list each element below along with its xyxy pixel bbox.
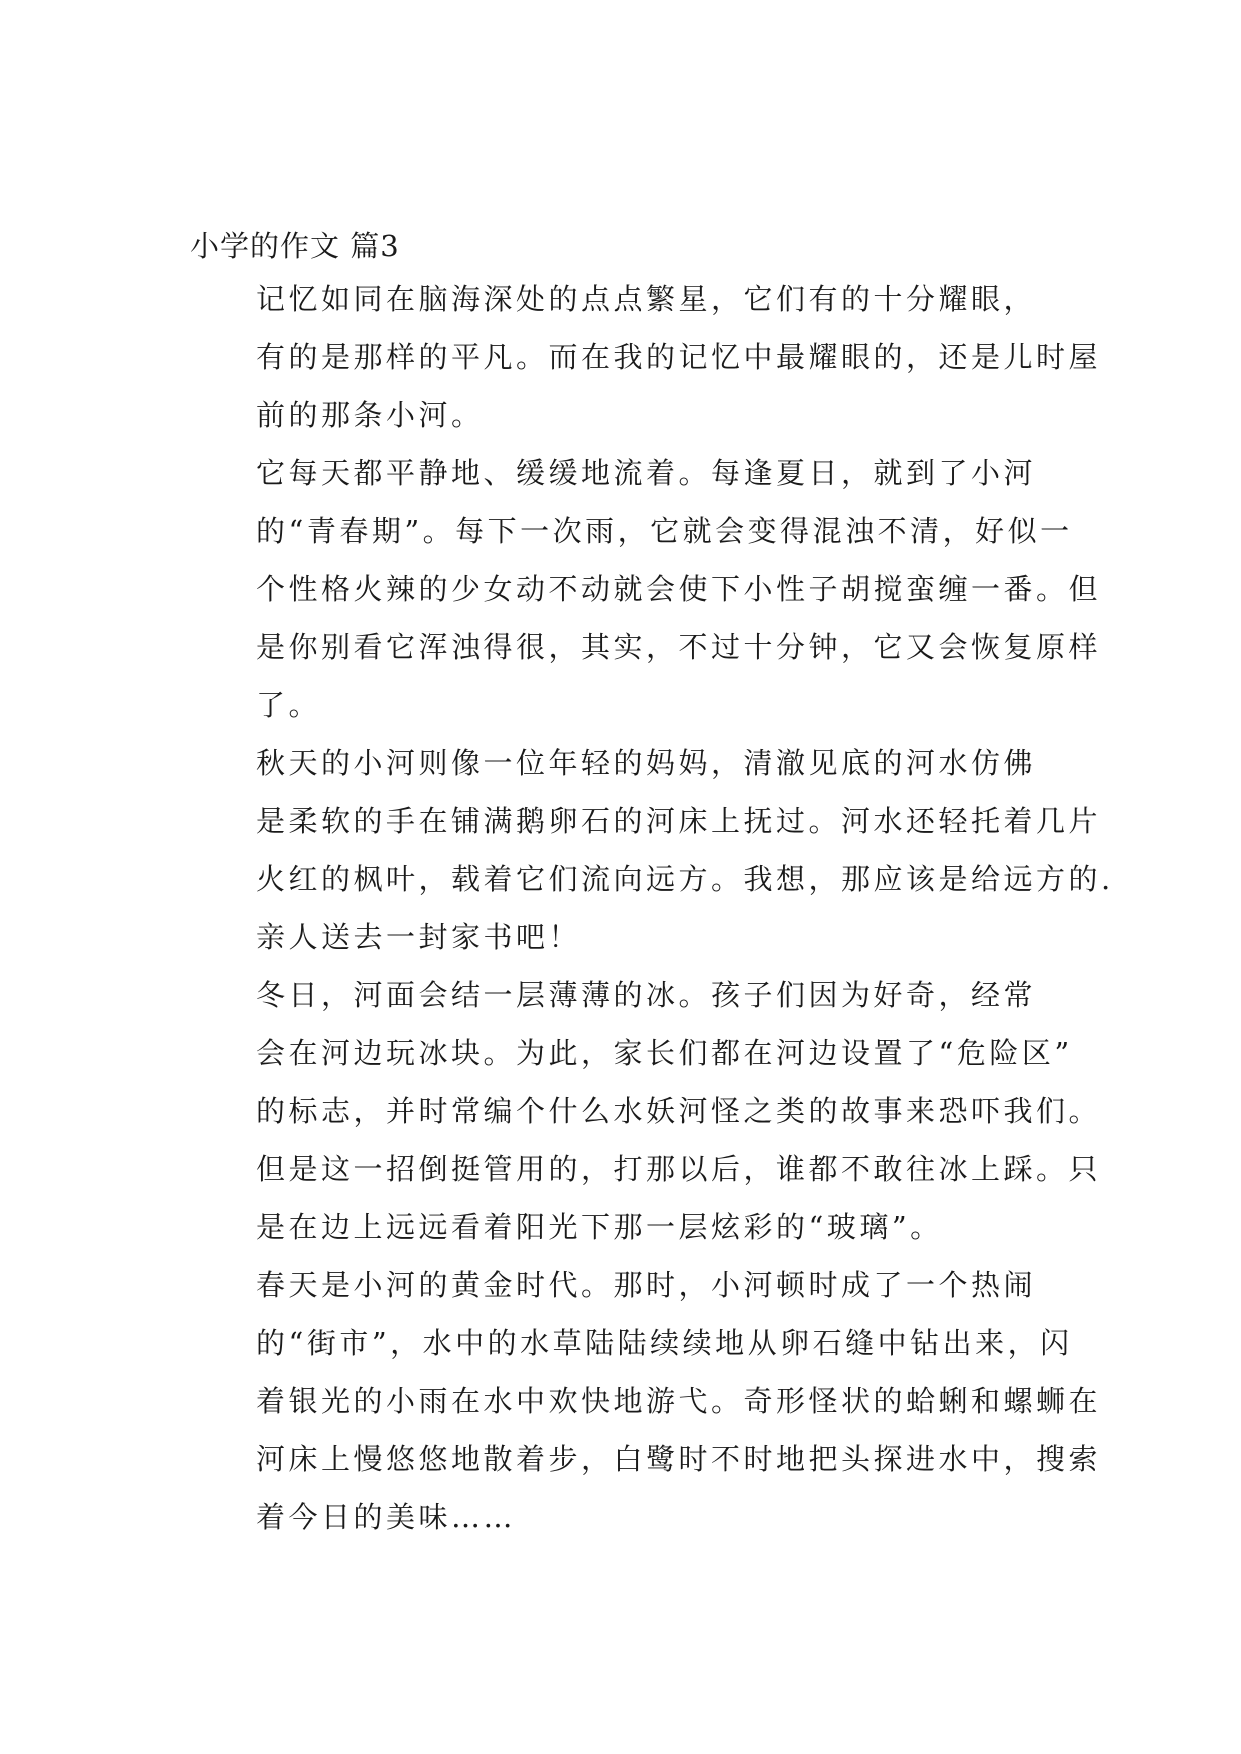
text-line: 着银光的小雨在水中欢快地游弋。奇形怪状的蛤蜊和螺蛳在 (256, 1384, 1102, 1418)
text-line: 亲人送去一封家书吧！ (256, 920, 582, 954)
document-title: 小学的作文 篇3 (190, 229, 400, 263)
paragraph-spring (190, 1256, 1102, 1546)
text-line: 的“青春期”。每下一次雨，它就会变得混浊不清，好似一 (256, 514, 1073, 548)
text-line: 前的那条小河。 (256, 398, 484, 432)
text-line: 是在边上远远看着阳光下那一层炫彩的“玻璃”。 (256, 1210, 943, 1244)
text-line: 会在河边玩冰块。为此，家长们都在河边设置了“危险区” (256, 1036, 1073, 1070)
text-line: 冬日，河面会结一层薄薄的冰。孩子们因为好奇，经常 (256, 978, 1037, 1012)
text-line: 它每天都平静地、缓缓地流着。每逢夏日，就到了小河 (256, 456, 1037, 490)
text-line: 但是这一招倒挺管用的，打那以后，谁都不敢往冰上踩。只 (256, 1152, 1102, 1186)
text-line: 是柔软的手在铺满鹅卵石的河床上抚过。河水还轻托着几片 (256, 804, 1102, 838)
paragraph-memory (190, 270, 1102, 444)
text-line: 记忆如同在脑海深处的点点繁星，它们有的十分耀眼， (256, 282, 1037, 316)
paragraph-autumn (190, 734, 1114, 966)
text-line: 春天是小河的黄金时代。那时，小河顿时成了一个热闹 (256, 1268, 1037, 1302)
paragraph-summer (190, 444, 1102, 734)
document-body (190, 270, 1114, 1546)
text-line: 河床上慢悠悠地散着步，白鹭时不时地把头探进水中，搜索 (256, 1442, 1102, 1476)
text-line: 了。 (256, 688, 322, 722)
text-line: 是你别看它浑浊得很，其实，不过十分钟，它又会恢复原样 (256, 630, 1102, 664)
text-line: 的标志，并时常编个什么水妖河怪之类的故事来恐吓我们。 (256, 1094, 1102, 1128)
text-line: 有的是那样的平凡。而在我的记忆中最耀眼的，还是儿时屋 (256, 340, 1102, 374)
paragraph-winter (190, 966, 1102, 1256)
text-line: 个性格火辣的少女动不动就会使下小性子胡搅蛮缠一番。但 (256, 572, 1102, 606)
text-line: 的“街市”，水中的水草陆陆续续地从卵石缝中钻出来，闪 (256, 1326, 1073, 1360)
text-line: 着今日的美味…… (256, 1500, 517, 1534)
text-line: 秋天的小河则像一位年轻的妈妈，清澈见底的河水仿佛 (256, 746, 1037, 780)
text-line: 火红的枫叶，载着它们流向远方。我想，那应该是给远方的. (256, 862, 1114, 896)
